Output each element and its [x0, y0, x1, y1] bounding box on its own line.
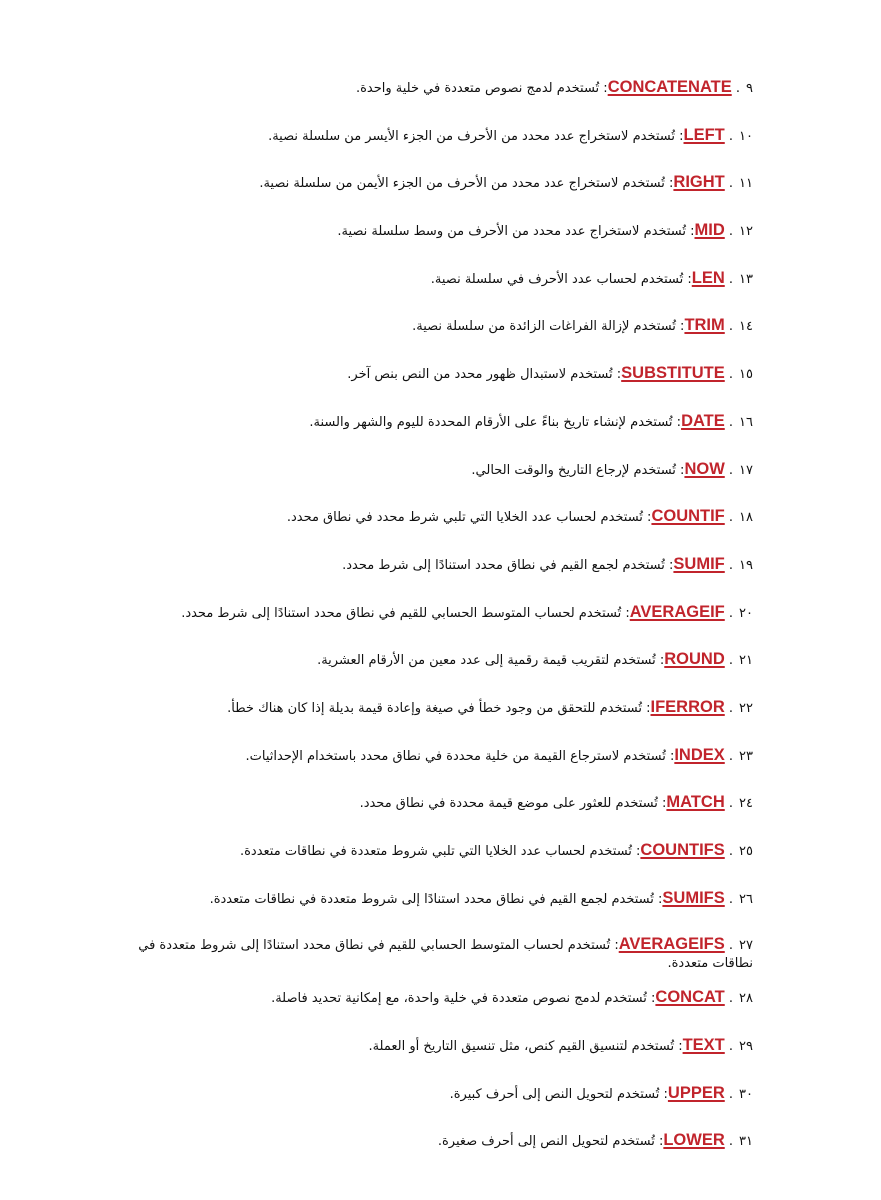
function-description: : تُستخدم لإنشاء تاريخ بناءً على الأرقام المحددة لليوم والشهر والسنة. — [309, 414, 682, 430]
item-number: ٣١ — [739, 1134, 753, 1150]
function-name: UPPER — [667, 1083, 725, 1102]
function-name: LEFT — [683, 125, 725, 144]
function-name: LEN — [691, 268, 725, 287]
list-item: ١٨. COUNTIF: تُستخدم لحساب عدد الخلايا التي تلبي شرط محدد في نطاق محدد. — [113, 506, 753, 528]
item-number: ٩ — [746, 81, 753, 96]
function-name: ROUND — [664, 650, 725, 669]
function-name: AVERAGEIF — [629, 602, 725, 621]
item-number: ١٥ — [739, 367, 753, 383]
function-name: INDEX — [674, 745, 725, 764]
function-name: CONCATENATE — [607, 78, 732, 96]
item-number: ١٨ — [739, 510, 753, 526]
function-name: NOW — [684, 459, 725, 478]
item-number: ١٧ — [739, 462, 753, 478]
list-item: ٢٣. INDEX: تُستخدم لاسترجاع القيمة من خلية محددة في نطاق محدد باستخدام الإحداثيات. — [113, 745, 753, 767]
function-description: : تُستخدم لحساب عدد الخلايا التي تلبي شرط محدد في نطاق محدد. — [286, 510, 652, 526]
item-number: ٢٦ — [739, 891, 753, 907]
function-description: : تُستخدم لاسترجاع القيمة من خلية محددة في نطاق محدد باستخدام الإحداثيات. — [245, 748, 675, 764]
function-name: RIGHT — [673, 173, 725, 192]
item-number: ٢٤ — [739, 796, 753, 812]
list-item: ١٠. LEFT: تُستخدم لاستخراج عدد محدد من الأحرف من الجزء الأيسر من سلسلة نصية. — [113, 125, 753, 147]
item-number: ٢٠ — [739, 605, 753, 621]
list-item: ٣٠. UPPER: تُستخدم لتحويل النص إلى أحرف كبيرة. — [113, 1083, 753, 1105]
list-item: ٢٠. AVERAGEIF: تُستخدم لحساب المتوسط الحسابي للقيم في نطاق محدد استنادًا إلى شرط محدد. — [113, 602, 753, 624]
list-item: ٢٩. TEXT: تُستخدم لتنسيق القيم كنص، مثل تنسيق التاريخ أو العملة. — [113, 1035, 753, 1057]
function-name: AVERAGEIFS — [618, 935, 725, 954]
item-number: ١٦ — [739, 414, 753, 430]
list-item: ١٤. TRIM: تُستخدم لإزالة الفراغات الزائدة من سلسلة نصية. — [113, 315, 753, 337]
list-item: ١٣. LEN: تُستخدم لحساب عدد الأحرف في سلسلة نصية. — [113, 268, 753, 290]
function-name: TRIM — [684, 316, 725, 335]
list-item: ٢٢. IFERROR: تُستخدم للتحقق من وجود خطأ في صيغة وإعادة قيمة بديلة إذا كان هناك خطأ. — [113, 697, 753, 719]
item-number: ٢١ — [739, 653, 753, 669]
item-number: ٣٠ — [739, 1086, 753, 1102]
function-name: COUNTIFS — [640, 841, 725, 859]
function-description: : تُستخدم لتحويل النص إلى أحرف صغيرة. — [437, 1134, 664, 1150]
function-description: : تُستخدم لجمع القيم في نطاق محدد استنادًا إلى شرط محدد. — [342, 557, 674, 573]
item-number: ٢٨ — [739, 991, 753, 1007]
function-description: : تُستخدم لحساب المتوسط الحسابي للقيم في نطاق محدد استنادًا إلى شروط متعددة في نطاقات متعددة. — [138, 938, 753, 972]
function-name: IFERROR — [650, 697, 725, 716]
list-item: ٢١. ROUND: تُستخدم لتقريب قيمة رقمية إلى عدد معين من الأرقام العشرية. — [113, 649, 753, 671]
function-description: : تُستخدم لدمج نصوص متعددة في خلية واحدة، مع إمكانية تحديد فاصلة. — [271, 991, 656, 1007]
function-description: : تُستخدم لاستبدال ظهور محدد من النص بنص آخر. — [347, 367, 622, 383]
function-description: : تُستخدم لاستخراج عدد محدد من الأحرف من وسط سلسلة نصية. — [337, 224, 695, 240]
item-number: ١٣ — [739, 271, 753, 287]
function-description: : تُستخدم لاستخراج عدد محدد من الأحرف من الجزء الأيسر من سلسلة نصية. — [268, 128, 684, 144]
item-number: ١٠ — [739, 128, 753, 144]
function-name: LOWER — [663, 1131, 725, 1150]
list-item: ٢٧. AVERAGEIFS: تُستخدم لحساب المتوسط الحسابي للقيم في نطاق محدد استنادًا إلى شروط متعددة في نطاقات متعددة. — [138, 935, 753, 972]
list-item: ١٦. DATE: تُستخدم لإنشاء تاريخ بناءً على الأرقام المحددة لليوم والشهر والسنة. — [113, 411, 753, 433]
item-number: ١٢ — [739, 224, 753, 240]
function-description: : تُستخدم لتحويل النص إلى أحرف كبيرة. — [449, 1086, 668, 1102]
function-description: : تُستخدم لدمج نصوص متعددة في خلية واحدة. — [355, 81, 608, 96]
function-description: : تُستخدم لتقريب قيمة رقمية إلى عدد معين من الأرقام العشرية. — [317, 653, 665, 669]
list-item: ١٧. NOW: تُستخدم لإرجاع التاريخ والوقت الحالي. — [113, 459, 753, 481]
item-number: ١١ — [739, 176, 753, 192]
function-description: : تُستخدم لحساب المتوسط الحسابي للقيم في نطاق محدد استنادًا إلى شرط محدد. — [181, 605, 630, 621]
function-description: : تُستخدم لحساب عدد الخلايا التي تلبي شروط متعددة في نطاقات متعددة. — [239, 844, 641, 859]
function-description: : تُستخدم للعثور على موضع قيمة محددة في نطاق محدد. — [359, 796, 667, 812]
list-item: ١٥. SUBSTITUTE: تُستخدم لاستبدال ظهور محدد من النص بنص آخر. — [113, 363, 753, 385]
function-name: SUMIF — [673, 554, 725, 573]
item-number: ٢٣ — [739, 748, 753, 764]
function-name: MATCH — [666, 793, 725, 812]
function-name: SUBSTITUTE — [621, 364, 725, 383]
function-description: : تُستخدم لحساب عدد الأحرف في سلسلة نصية. — [430, 271, 692, 287]
item-number: ١٤ — [739, 319, 753, 335]
item-number: ٢٥ — [739, 844, 753, 859]
list-item: ١٢. MID: تُستخدم لاستخراج عدد محدد من الأحرف من وسط سلسلة نصية. — [113, 220, 753, 242]
function-name: CONCAT — [655, 988, 725, 1007]
function-name: MID — [694, 221, 725, 240]
item-number: ٢٢ — [739, 700, 753, 716]
list-item: ٣١. LOWER: تُستخدم لتحويل النص إلى أحرف صغيرة. — [113, 1130, 753, 1152]
list-item: ١١. RIGHT: تُستخدم لاستخراج عدد محدد من الأحرف من الجزء الأيمن من سلسلة نصية. — [113, 172, 753, 194]
item-number: ٢٧ — [739, 938, 753, 954]
function-name: TEXT — [682, 1036, 725, 1055]
list-item: ٢٥. COUNTIFS: تُستخدم لحساب عدد الخلايا التي تلبي شروط متعددة في نطاقات متعددة. — [113, 840, 753, 862]
function-description: : تُستخدم للتحقق من وجود خطأ في صيغة وإعادة قيمة بديلة إذا كان هناك خطأ. — [227, 700, 651, 716]
list-item: ٩. CONCATENATE: تُستخدم لدمج نصوص متعددة في خلية واحدة. — [113, 77, 753, 99]
function-description: : تُستخدم لتنسيق القيم كنص، مثل تنسيق التاريخ أو العملة. — [368, 1039, 683, 1055]
item-number: ١٩ — [739, 557, 753, 573]
item-number: ٢٩ — [739, 1039, 753, 1055]
list-item: ٢٦. SUMIFS: تُستخدم لجمع القيم في نطاق محدد استنادًا إلى شروط متعددة في نطاقات متعددة. — [113, 888, 753, 910]
list-item: ٢٨. CONCAT: تُستخدم لدمج نصوص متعددة في خلية واحدة، مع إمكانية تحديد فاصلة. — [113, 987, 753, 1009]
function-description: : تُستخدم لإزالة الفراغات الزائدة من سلسلة نصية. — [412, 319, 685, 335]
function-description: : تُستخدم لاستخراج عدد محدد من الأحرف من الجزء الأيمن من سلسلة نصية. — [259, 176, 674, 192]
list-item: ٢٤. MATCH: تُستخدم للعثور على موضع قيمة محددة في نطاق محدد. — [113, 792, 753, 814]
function-name: DATE — [681, 411, 725, 430]
function-name: COUNTIF — [651, 507, 725, 526]
list-item: ١٩. SUMIF: تُستخدم لجمع القيم في نطاق محدد استنادًا إلى شرط محدد. — [113, 554, 753, 576]
function-description: : تُستخدم لجمع القيم في نطاق محدد استنادًا إلى شروط متعددة في نطاقات متعددة. — [209, 891, 663, 907]
function-description: : تُستخدم لإرجاع التاريخ والوقت الحالي. — [471, 462, 685, 478]
function-list — [113, 77, 753, 1178]
function-name: SUMIFS — [662, 888, 725, 907]
